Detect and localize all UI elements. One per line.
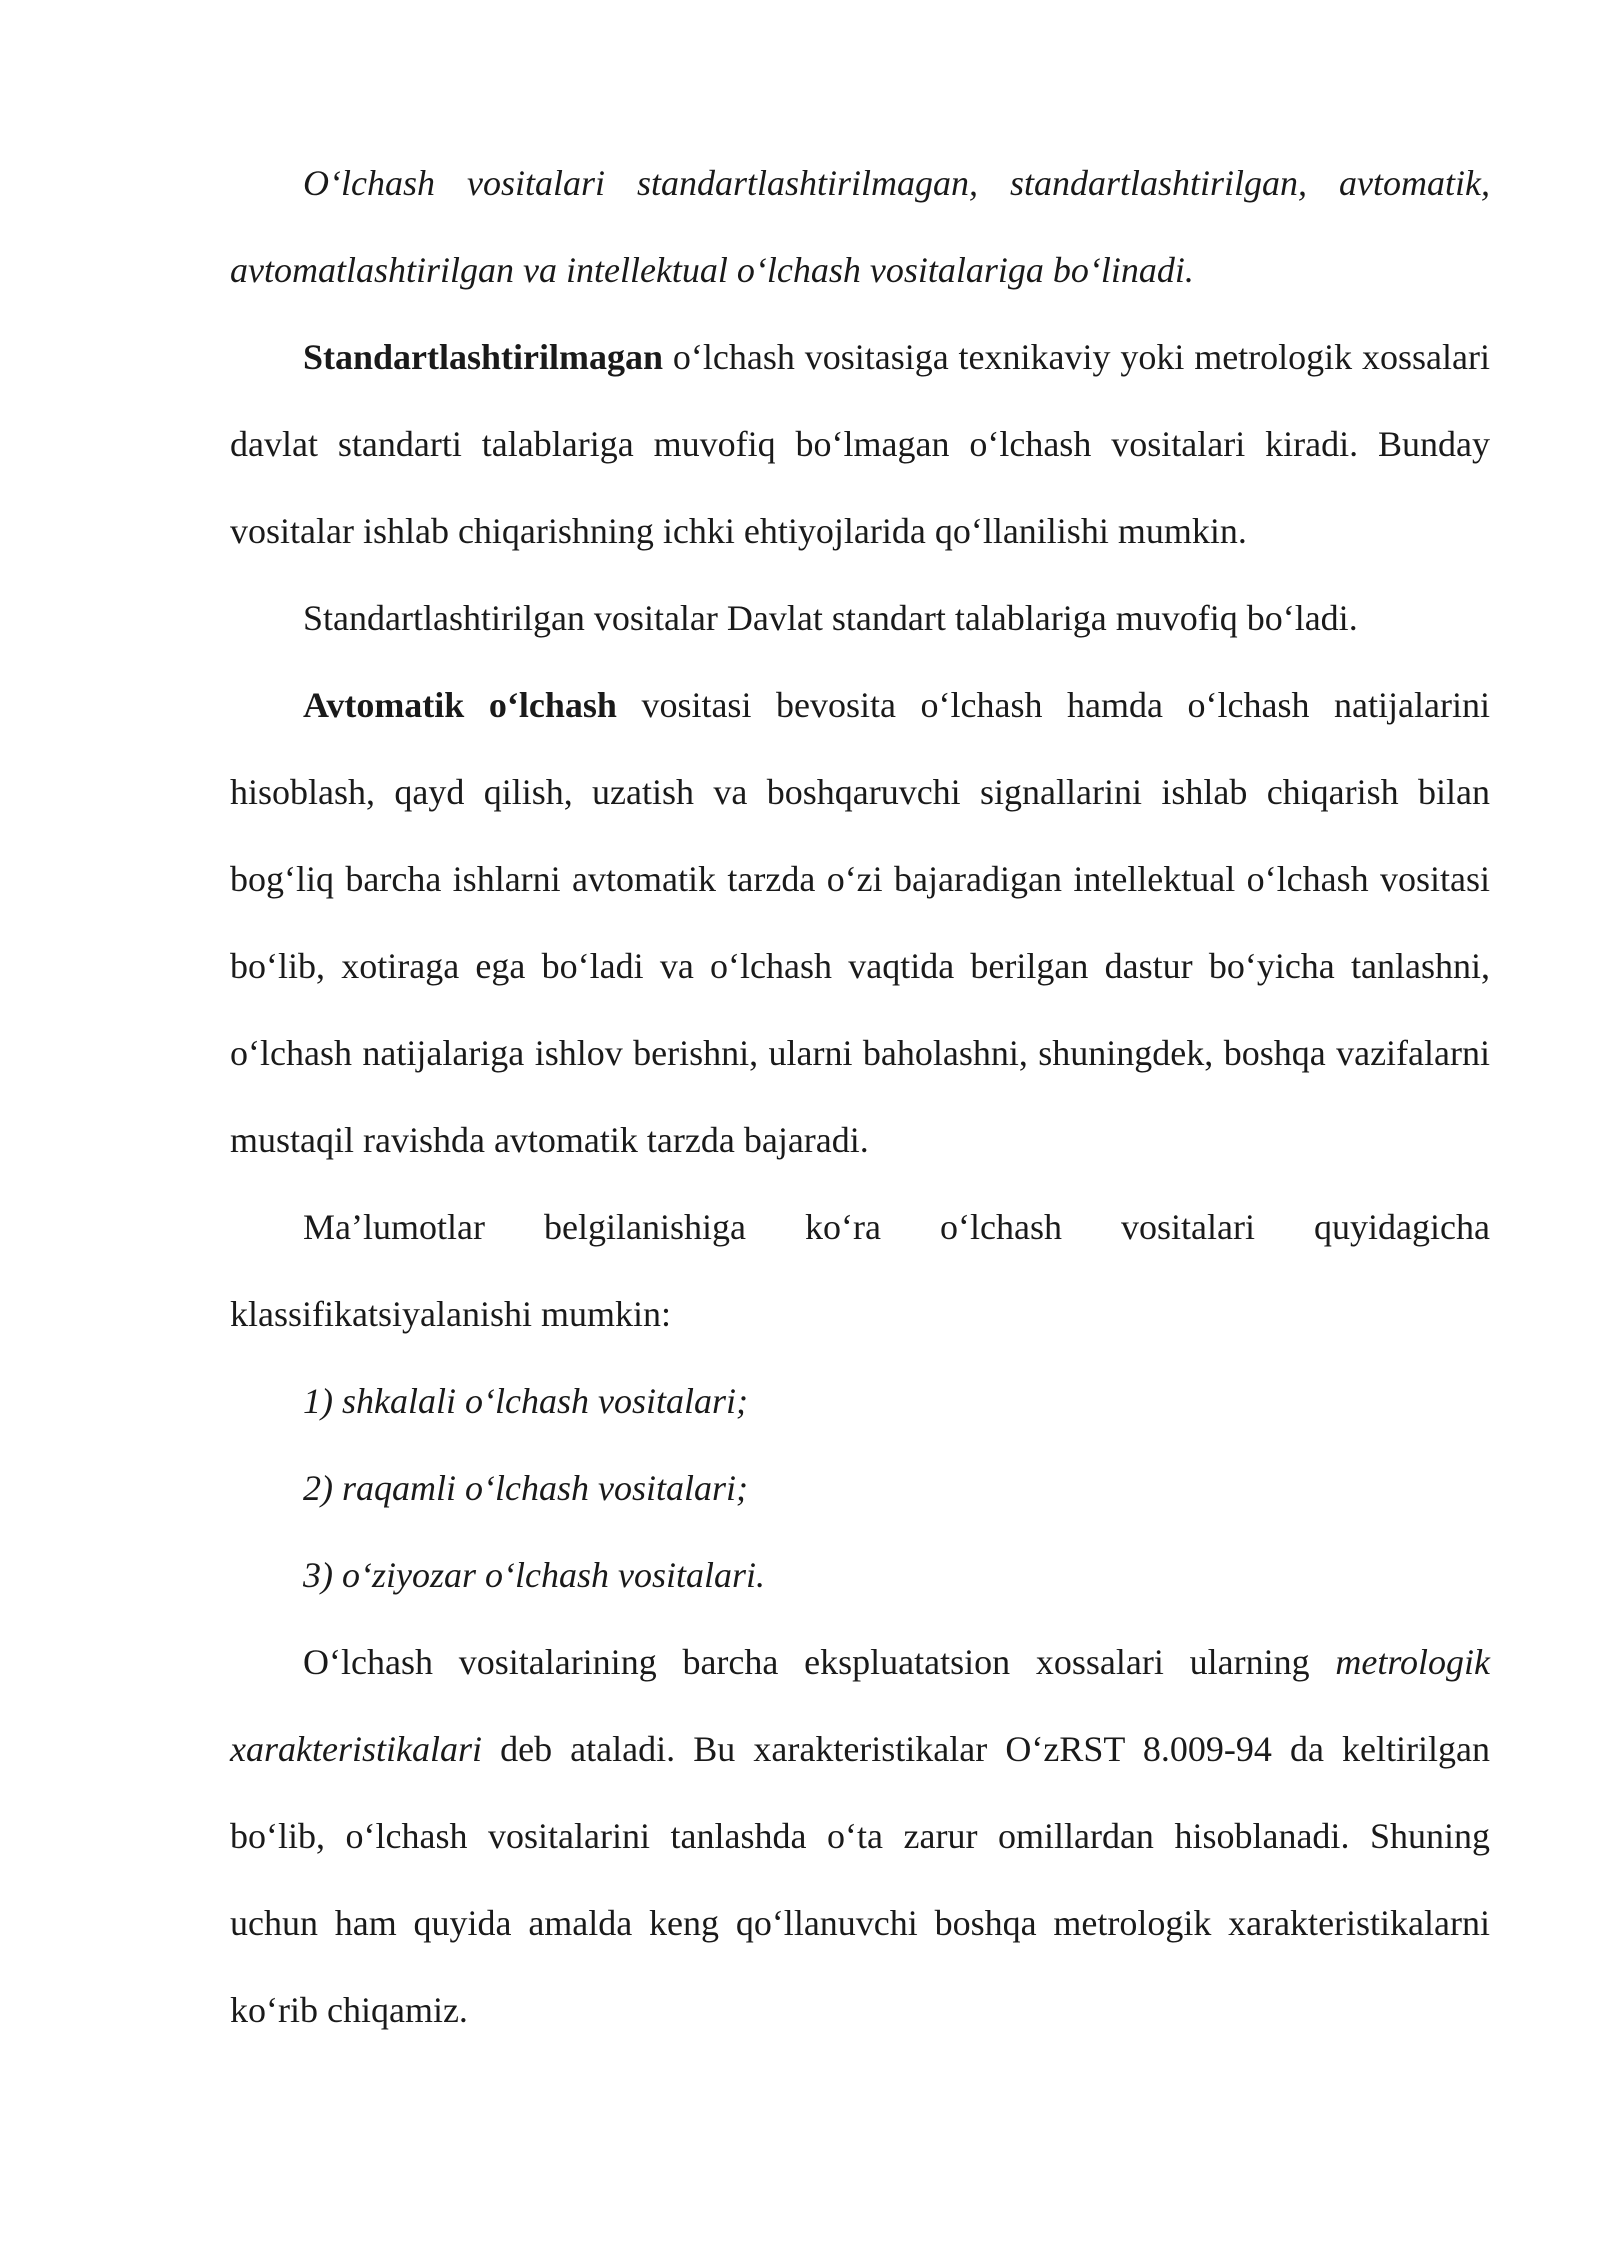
- paragraph-standardized-text: Standartlashtirilgan vositalar Davlat standart talablariga muvofiq bo‘ladi.: [303, 598, 1358, 638]
- paragraph-metrological-text-rest: deb ataladi. Bu xarakteristikalar O‘zRST 8.009-94 da keltirilgan bo‘lib, o‘lchash vositalarini tanlashda o‘ta zarur omillardan hisoblanadi. Shuning uchun ham quyida amalda keng qo‘llanuvchi boshqa metrologik xarakteristikalarni ko‘rib chiqamiz.: [230, 1729, 1490, 2030]
- term-non-standardized: Standartlashtirilmagan: [303, 337, 664, 377]
- list-item-text: 1) shkalali o‘lchash vositalari;: [303, 1381, 748, 1421]
- paragraph-standardized: [230, 575, 1490, 662]
- paragraph-classification-text: O‘lchash vositalari standartlashtirilmagan, standartlashtirilgan, avtomatik, avtomatlashtirilgan va intellektual o‘lchash vositalariga bo‘linadi.: [230, 163, 1490, 290]
- paragraph-data-classification-text-1: Ma’lumotlar belgilanishiga ko‘ra o‘lchash vositalari quyidagicha: [303, 1207, 1490, 1247]
- list-item: [230, 1532, 1490, 1619]
- term-automatic-measuring: Avtomatik o‘lchash: [303, 685, 617, 725]
- paragraph-metrological-text-start: O‘lchash vositalarining barcha ekspluatatsion xossalari ularning: [303, 1642, 1336, 1682]
- term-metrological-characteristics: metrologik xarakteristikalari: [230, 1642, 1490, 1769]
- paragraph-automatic: [230, 662, 1490, 1184]
- list-item: [230, 1445, 1490, 1532]
- list-item-text: 2) raqamli o‘lchash vositalari;: [303, 1468, 748, 1508]
- paragraph-data-classification-line2: [230, 1271, 1490, 1358]
- paragraph-non-standardized: [230, 314, 1490, 575]
- paragraph-automatic-text: vositasi bevosita o‘lchash hamda o‘lchash natijalarini hisoblash, qayd qilish, uzatish va boshqaruvchi signallarini ishlab chiqarish bilan bog‘liq barcha ishlarni avtomatik tarzda o‘zi bajaradigan intellektual o‘lchash vositasi bo‘lib, xotiraga ega bo‘ladi va o‘lchash vaqtida berilgan dastur bo‘yicha tanlashni, o‘lchash natijalariga ishlov berishni, ularni baholashni, shuningdek, boshqa vazifalarni mustaqil ravishda avtomatik tarzda bajaradi.: [230, 685, 1490, 1160]
- list-item: [230, 1358, 1490, 1445]
- paragraph-data-classification-text-2: klassifikatsiyalanishi mumkin:: [230, 1294, 671, 1334]
- paragraph-classification: [230, 140, 1490, 314]
- paragraph-non-standardized-text: o‘lchash vositasiga texnikaviy yoki metrologik xossalari davlat standarti talablariga muvofiq bo‘lmagan o‘lchash vositalari kiradi. Bunday vositalar ishlab chiqarishning ichki ehtiyojlarida qo‘llanilishi mumkin.: [230, 337, 1490, 551]
- paragraph-metrological: [230, 1619, 1490, 2054]
- document-page: [230, 140, 1490, 2054]
- paragraph-data-classification-line1: [230, 1184, 1490, 1271]
- list-item-text: 3) o‘ziyozar o‘lchash vositalari.: [303, 1555, 765, 1595]
